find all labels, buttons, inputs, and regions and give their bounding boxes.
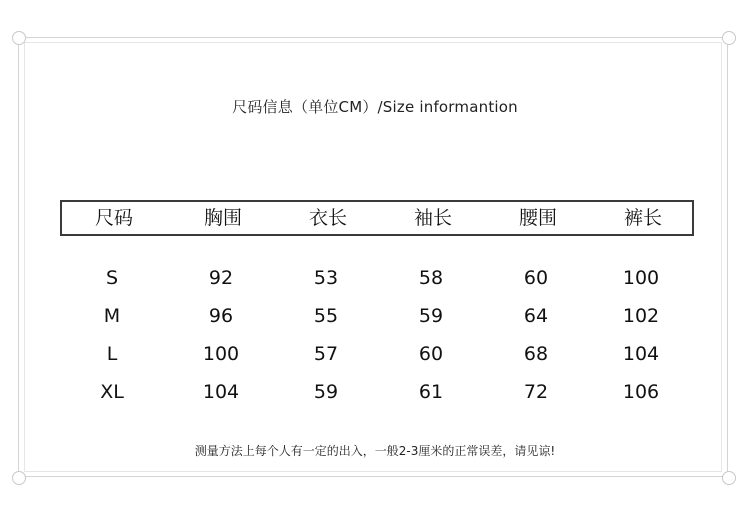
header-length: 衣长 bbox=[308, 207, 347, 229]
cell-size: S bbox=[105, 267, 119, 289]
header-sleeve: 袖长 bbox=[413, 207, 452, 229]
header-waist: 腰围 bbox=[518, 207, 557, 229]
cell-chest: 100 bbox=[202, 343, 240, 365]
corner-ornament-bottom-right bbox=[722, 471, 736, 485]
corner-ornament-top-left bbox=[12, 31, 26, 45]
table-header-row bbox=[60, 200, 694, 236]
measurement-note: 测量方法上每个人有一定的出入，一般2-3厘米的正常误差，请见谅! bbox=[194, 444, 556, 458]
cell-chest: 104 bbox=[202, 381, 240, 403]
cell-length: 59 bbox=[313, 381, 339, 403]
table-row bbox=[0, 263, 750, 293]
table-row bbox=[0, 301, 750, 331]
cell-chest: 96 bbox=[208, 305, 234, 327]
page-title: 尺码信息（单位CM）/Size informantion bbox=[232, 98, 518, 116]
cell-pants-length: 104 bbox=[622, 343, 660, 365]
cell-waist: 68 bbox=[523, 343, 549, 365]
cell-sleeve: 59 bbox=[418, 305, 444, 327]
cell-waist: 60 bbox=[523, 267, 549, 289]
cell-length: 57 bbox=[313, 343, 339, 365]
cell-size: XL bbox=[100, 381, 124, 403]
cell-waist: 72 bbox=[523, 381, 549, 403]
cell-sleeve: 58 bbox=[418, 267, 444, 289]
corner-ornament-top-right bbox=[722, 31, 736, 45]
cell-size: M bbox=[103, 305, 121, 327]
corner-ornament-bottom-left bbox=[12, 471, 26, 485]
cell-chest: 92 bbox=[208, 267, 234, 289]
cell-size: L bbox=[106, 343, 118, 365]
cell-pants-length: 102 bbox=[622, 305, 660, 327]
header-pants-length: 裤长 bbox=[623, 207, 662, 229]
table-row bbox=[0, 339, 750, 369]
cell-waist: 64 bbox=[523, 305, 549, 327]
cell-sleeve: 61 bbox=[418, 381, 444, 403]
table-row bbox=[0, 377, 750, 407]
cell-length: 55 bbox=[313, 305, 339, 327]
cell-sleeve: 60 bbox=[418, 343, 444, 365]
header-size: 尺码 bbox=[94, 207, 133, 229]
cell-pants-length: 100 bbox=[622, 267, 660, 289]
header-chest: 胸围 bbox=[203, 207, 242, 229]
cell-length: 53 bbox=[313, 267, 339, 289]
cell-pants-length: 106 bbox=[622, 381, 660, 403]
